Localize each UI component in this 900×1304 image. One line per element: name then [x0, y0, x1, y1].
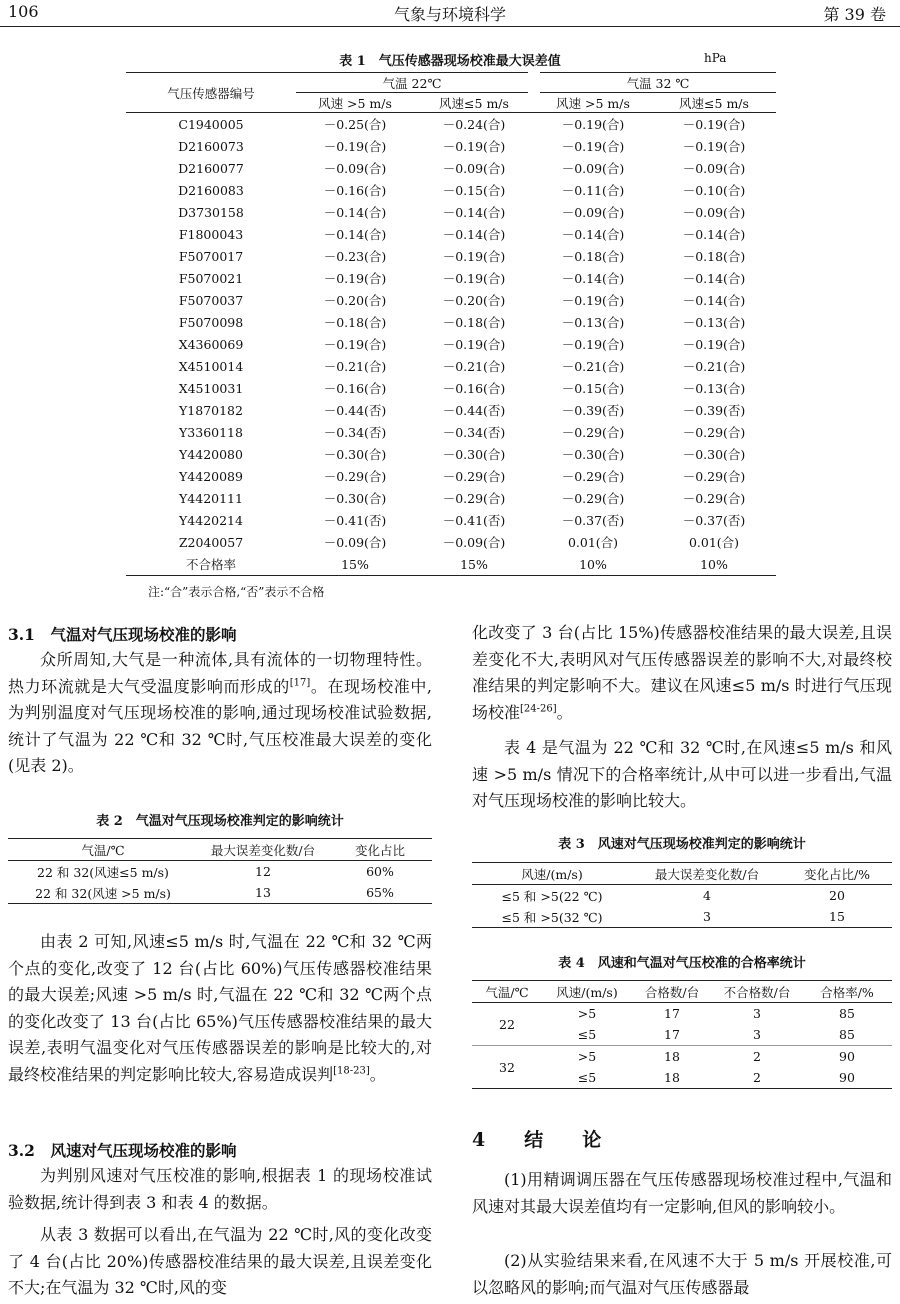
table-row [472, 885, 892, 907]
error-cell: －0.20(合) [323, 293, 387, 308]
error-cell: －0.19(合) [323, 271, 387, 286]
error-cell: －0.21(合) [682, 359, 746, 374]
table4-caption: 表 4 风速和气温对气压校准的合格率统计 [558, 956, 806, 971]
sensor-id-cell: Y3360118 [179, 424, 243, 440]
error-cell: 0.01(合) [688, 535, 740, 550]
right-paragraph-1: 化改变了 3 台(占比 15%)传感器校准结果的最大误差,且误差变化不大,表明风对气压传感器误差的影响不大,对最终校准结果的判定影响不大。建议在风速≤5 m/s 时进行气压现场校准[24-26]。 [472, 623, 892, 722]
table-cell: >5 [542, 1046, 632, 1068]
error-cell: －0.34(否) [442, 425, 506, 440]
table-cell: ≤5 [577, 1027, 597, 1042]
table4-header-temp: 气温/℃ [472, 981, 542, 1003]
table3 [472, 862, 892, 928]
table-cell: 17 [664, 1006, 680, 1021]
error-cell: －0.21(合) [323, 359, 387, 374]
error-cell: －0.19(合) [561, 117, 625, 132]
error-cell: －0.14(合) [442, 227, 506, 242]
table-cell: 3 [753, 1027, 761, 1042]
table2 [8, 838, 432, 904]
table-row [126, 399, 776, 421]
table-cell: 85 [839, 1027, 855, 1042]
sensor-id-cell: X4510014 [178, 358, 244, 374]
table2-header-count: 最大误差变化数/台 [198, 839, 328, 861]
error-cell: －0.29(合) [682, 491, 746, 506]
conclusion-1: (1)用精调调压器在气压传感器现场校准过程中,气温和风速对其最大误差值均有一定影响,但风的影响较小。 [472, 1170, 892, 1216]
table1-unit: hPa [704, 51, 727, 65]
section-4-title: 4 结 论 [472, 1129, 612, 1151]
table-row [126, 487, 776, 509]
error-cell: －0.09(合) [682, 161, 746, 176]
right-paragraph-2: 表 4 是气温为 22 ℃和 32 ℃时,在风速≤5 m/s 和风速 >5 m/s 情况下的合格率统计,从中可以进一步看出,气温对气压现场校准的影响比较大。 [472, 738, 892, 810]
error-cell: －0.21(合) [561, 359, 625, 374]
error-cell: －0.14(合) [323, 227, 387, 242]
table-cell: 22 [499, 1016, 515, 1032]
table-row [126, 113, 776, 136]
error-cell: －0.13(合) [561, 315, 625, 330]
fail-rate-cell: 15% [414, 553, 534, 576]
sensor-id-cell: D2160083 [178, 182, 244, 198]
sensor-id-cell: X4360069 [178, 336, 244, 352]
sensor-id-cell: D2160073 [178, 138, 244, 154]
table3-header-ratio: 变化占比/% [782, 863, 892, 885]
table2-caption: 表 2 气温对气压现场校准判定的影响统计 [96, 814, 344, 829]
journal-title: 气象与环境科学 [393, 5, 506, 24]
sensor-id-cell: F5070037 [178, 292, 244, 308]
table-row [126, 179, 776, 201]
error-cell: －0.19(合) [323, 139, 387, 154]
error-cell: －0.39(否) [561, 403, 625, 418]
error-cell: －0.30(合) [323, 447, 387, 462]
table-row [126, 311, 776, 333]
table-row [126, 531, 776, 553]
error-cell: －0.37(否) [682, 513, 746, 528]
table-cell: 18 [632, 1046, 712, 1068]
error-cell: －0.29(合) [682, 469, 746, 484]
error-cell: －0.18(合) [682, 249, 746, 264]
error-cell: －0.41(否) [323, 513, 387, 528]
error-cell: －0.10(合) [682, 183, 746, 198]
error-cell: －0.15(合) [442, 183, 506, 198]
error-cell: －0.30(合) [442, 447, 506, 462]
error-cell: －0.30(合) [323, 491, 387, 506]
table4-header-pass: 合格数/台 [632, 981, 712, 1003]
table-cell: 2 [712, 1067, 802, 1089]
error-cell: －0.09(合) [323, 535, 387, 550]
error-cell: －0.19(合) [442, 249, 506, 264]
page-header [0, 0, 900, 24]
sensor-id-cell: Y4420214 [179, 512, 243, 528]
error-cell: －0.29(合) [323, 469, 387, 484]
table1-group-32: 气温 32 ℃ [534, 73, 776, 93]
table1-sub-gt5-32: 风速 >5 m/s [534, 93, 652, 113]
table-row [472, 906, 892, 928]
error-cell: －0.16(合) [442, 381, 506, 396]
error-cell: －0.14(合) [561, 227, 625, 242]
section-3-1-title: 3.1 气温对气压现场校准的影响 [8, 625, 237, 644]
error-cell: －0.29(合) [682, 425, 746, 440]
error-cell: －0.29(合) [561, 425, 625, 440]
error-cell: －0.29(合) [442, 491, 506, 506]
error-cell: －0.19(合) [442, 337, 506, 352]
table-cell: 22 和 32(风速 >5 m/s) [8, 882, 198, 904]
error-cell: －0.30(合) [561, 447, 625, 462]
sensor-id-cell: F5070098 [178, 314, 244, 330]
table1-body [126, 113, 776, 576]
sensor-id-cell: F5070021 [178, 270, 244, 286]
section-3-2-title: 3.2 风速对气压现场校准的影响 [8, 1141, 237, 1160]
fail-rate-cell: 15% [296, 553, 414, 576]
error-cell: －0.39(否) [682, 403, 746, 418]
error-cell: －0.19(合) [682, 139, 746, 154]
error-cell: －0.09(合) [682, 205, 746, 220]
sensor-id-cell: X4510031 [178, 380, 244, 396]
table-row [126, 245, 776, 267]
fail-rate-row [126, 553, 776, 576]
table1-caption: 表 1 气压传感器现场校准最大误差值 [339, 54, 561, 69]
error-cell: －0.21(合) [442, 359, 506, 374]
table-cell: 3 [632, 906, 782, 928]
table-cell: 3 [753, 1006, 761, 1021]
error-cell: －0.14(合) [323, 205, 387, 220]
sensor-id-cell: F1800043 [178, 226, 244, 242]
table1-sub-le5-22: 风速≤5 m/s [414, 93, 534, 113]
error-cell: －0.29(合) [561, 491, 625, 506]
table-row [472, 1003, 892, 1025]
table-row [126, 157, 776, 179]
table4-header-rate: 合格率/% [802, 981, 892, 1003]
ref-24-26: [24-26] [520, 703, 557, 715]
section-3-1-paragraph: 众所周知,大气是一种流体,具有流体的一切物理特性。热力环流就是大气受温度影响而形成的[17]。在现场校准中,为判别温度对气压现场校准的影响,通过现场校准试验数据,统计了气温为 22 ℃和 32 ℃时,气压校准最大误差的变化(见表 2)。 [8, 650, 432, 775]
ref-18-23: [18-23] [333, 1065, 370, 1077]
table-cell: 65% [328, 882, 432, 904]
table-cell: 18 [632, 1067, 712, 1089]
table3-header-wind: 风速/(m/s) [472, 863, 632, 885]
error-cell: －0.30(合) [682, 447, 746, 462]
header-rule [0, 26, 900, 27]
table1-sub-gt5-22: 风速 >5 m/s [296, 93, 414, 113]
error-cell: －0.14(合) [682, 293, 746, 308]
conclusion-2: (2)从实验结果来看,在风速不大于 5 m/s 开展校准,可以忽略风的影响;而气温对气压传感器最 [472, 1251, 892, 1297]
error-cell: －0.20(合) [442, 293, 506, 308]
error-cell: －0.09(合) [442, 535, 506, 550]
error-cell: －0.15(合) [561, 381, 625, 396]
fail-rate-cell: 不合格率 [126, 553, 296, 576]
table1 [126, 72, 776, 576]
table-cell: 60% [366, 864, 394, 879]
table-cell: 85 [839, 1006, 855, 1021]
table-row [472, 1046, 892, 1068]
sensor-id-cell: Y4420089 [179, 468, 243, 484]
table-cell: 13 [198, 882, 328, 904]
error-cell: －0.41(否) [442, 513, 506, 528]
page-number: 106 [8, 2, 39, 21]
table-row [126, 135, 776, 157]
fail-rate-cell: 10% [534, 553, 652, 576]
error-cell: －0.16(合) [323, 381, 387, 396]
sensor-id-cell: Y4420111 [179, 490, 243, 506]
table-cell: 32 [472, 1046, 542, 1089]
error-cell: －0.09(合) [323, 161, 387, 176]
table-row [8, 882, 432, 904]
sensor-id-cell: Y1870182 [179, 402, 243, 418]
table4 [472, 980, 892, 1089]
error-cell: －0.18(合) [442, 315, 506, 330]
table-cell: 15 [782, 906, 892, 928]
error-cell: －0.13(合) [682, 315, 746, 330]
sensor-id-cell: Y4420080 [179, 446, 243, 462]
error-cell: －0.19(合) [561, 139, 625, 154]
error-cell: －0.18(合) [323, 315, 387, 330]
section-3-2-paragraph-1: 为判别风速对气压校准的影响,根据表 1 的现场校准试验数据,统计得到表 3 和表 4 的数据。 [8, 1166, 432, 1212]
sensor-id-cell: F5070017 [178, 248, 244, 264]
error-cell: －0.44(否) [323, 403, 387, 418]
sensor-id-cell: C1940005 [178, 116, 244, 132]
error-cell: －0.34(否) [323, 425, 387, 440]
error-cell: －0.19(合) [323, 337, 387, 352]
error-cell: －0.09(合) [561, 205, 625, 220]
table-row [126, 377, 776, 399]
sensor-id-cell: Z2040057 [178, 534, 244, 550]
table-cell: 90 [802, 1067, 892, 1089]
table-cell: ≤5 [542, 1067, 632, 1089]
error-cell: －0.25(合) [323, 117, 387, 132]
table-row [126, 443, 776, 465]
error-cell: －0.37(否) [561, 513, 625, 528]
table-cell: 2 [712, 1046, 802, 1068]
table1-sub-le5-32: 风速≤5 m/s [652, 93, 776, 113]
table3-header-count: 最大误差变化数/台 [632, 863, 782, 885]
error-cell: －0.13(合) [682, 381, 746, 396]
table-cell: 4 [703, 888, 711, 903]
table-row [126, 289, 776, 311]
table-row [126, 421, 776, 443]
table4-header-fail: 不合格数/台 [712, 981, 802, 1003]
table1-note: 注:“合”表示合格,“否”表示不合格 [148, 585, 325, 599]
table-row [126, 201, 776, 223]
sensor-id-cell: D2160077 [178, 160, 244, 176]
error-cell: －0.19(合) [442, 271, 506, 286]
table-cell: 90 [802, 1046, 892, 1068]
error-cell: －0.44(否) [442, 403, 506, 418]
error-cell: －0.24(合) [442, 117, 506, 132]
sensor-id-cell: D3730158 [178, 204, 244, 220]
error-cell: －0.09(合) [561, 161, 625, 176]
table-cell: ≤5 和 >5(32 ℃) [472, 906, 632, 928]
error-cell: －0.11(合) [561, 183, 625, 198]
table-cell: >5 [577, 1006, 597, 1021]
error-cell: －0.18(合) [561, 249, 625, 264]
table1-id-header: 气压传感器编号 [126, 73, 296, 113]
table2-discussion: 由表 2 可知,风速≤5 m/s 时,气温在 22 ℃和 32 ℃两个点的变化,改变了 12 台(占比 60%)气压传感器校准结果的最大误差;风速 >5 m/s 时,气温在 22 ℃和 32 ℃两个点的变化改变了 13 台(占比 65%)气压传感器校准结果的最大误差,表明气温变化对气压传感器误差的影响是比较大的,对最终校准结果的判定影响比较大,容易造成误判[18-23]。 [8, 932, 432, 1084]
error-cell: －0.14(合) [442, 205, 506, 220]
error-cell: －0.19(合) [682, 117, 746, 132]
table1-group-22: 气温 22℃ [296, 73, 534, 93]
table2-header-ratio: 变化占比 [328, 839, 432, 861]
fail-rate-cell: 10% [652, 553, 776, 576]
error-cell: －0.19(合) [442, 139, 506, 154]
table-cell: 17 [664, 1027, 680, 1042]
table-row [126, 465, 776, 487]
table-cell: 12 [255, 864, 271, 879]
error-cell: －0.19(合) [561, 293, 625, 308]
error-cell: －0.14(合) [561, 271, 625, 286]
volume-label: 第 39 卷 [823, 5, 886, 24]
table-row [126, 509, 776, 531]
error-cell: －0.19(合) [561, 337, 625, 352]
table-row [126, 333, 776, 355]
error-cell: －0.19(合) [682, 337, 746, 352]
table-cell: 22 和 32(风速≤5 m/s) [37, 864, 169, 880]
table-cell: 20 [829, 888, 845, 903]
error-cell: －0.29(合) [561, 469, 625, 484]
error-cell: －0.14(合) [682, 227, 746, 242]
error-cell: －0.23(合) [323, 249, 387, 264]
error-cell: －0.29(合) [442, 469, 506, 484]
table2-header-temp: 气温/℃ [8, 839, 198, 861]
table-row [126, 355, 776, 377]
error-cell: －0.14(合) [682, 271, 746, 286]
table3-caption: 表 3 风速对气压现场校准判定的影响统计 [558, 837, 806, 852]
table-cell: ≤5 和 >5(22 ℃) [501, 888, 603, 904]
error-cell: －0.09(合) [442, 161, 506, 176]
section-3-2-paragraph-2: 从表 3 数据可以看出,在气温为 22 ℃时,风的变化改变了 4 台(占比 20%)传感器校准结果的最大误差,且误差变化不大;在气温为 32 ℃时,风的变 [8, 1225, 432, 1297]
table-row [126, 267, 776, 289]
table-row [126, 223, 776, 245]
error-cell: －0.16(合) [323, 183, 387, 198]
ref-17: [17] [289, 677, 311, 689]
table4-header-wind: 风速/(m/s) [542, 981, 632, 1003]
table-row [8, 861, 432, 883]
error-cell: 0.01(合) [567, 535, 619, 550]
